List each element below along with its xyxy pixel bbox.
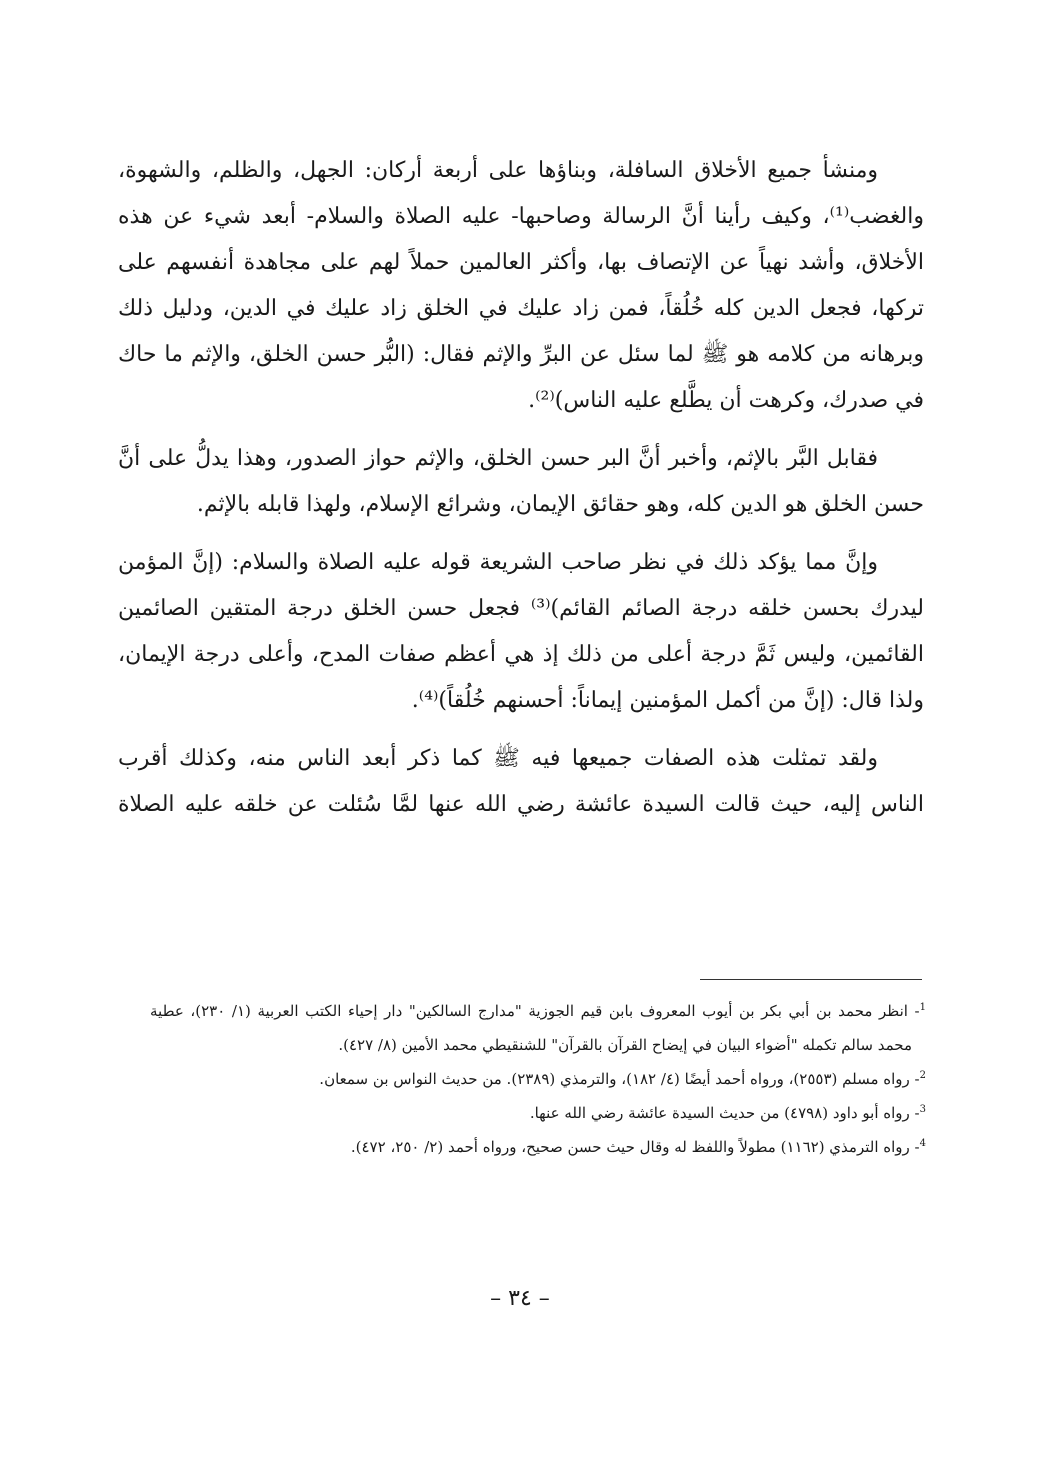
paragraph-1: ومنشأ جميع الأخلاق السافلة، وبناؤها على أربعة أركان: الجهل، والظلم، والشهوة، والغضب⁽¹⁾، وكيف رأينا أنَّ الرسالة وصاحبها- عليه الصلاة والسلام- أبعد شيء عن هذه الأخلاق، وأشد نهياً عن الإتصاف بها، وأكثر العالمين حملاً لهم على مجاهدة أنفسهم على تركها، فجعل الدين كله خُلُقاً، فمن زاد عليك في الخلق زاد عليك في الدين، ودليل ذلك وبرهانه من كلامه هو ﷺ لما سئل عن البرِّ والإثم فقال: (البُّر حسن الخلق، والإثم ما حاك في صدرك، وكرهت أن يطَّلع عليه الناس)⁽²⁾. xyxy=(118,158,924,413)
page-number: – ٣٤ – xyxy=(490,1286,550,1311)
footnote-3 xyxy=(150,1096,926,1130)
footnotes xyxy=(150,994,926,1164)
paragraph-2: فقابل البَّر بالإثم، وأخبر أنَّ البر حسن الخلق، والإثم حواز الصدور، وهذا يدلُّ على أنَّ حسن الخلق هو الدين كله، وهو حقائق الإيمان، وشرائع الإسلام، ولهذا قابله بالإثم. xyxy=(118,446,924,517)
footnote-number: 2 xyxy=(919,1070,926,1081)
footnote-number: 3 xyxy=(919,1104,926,1115)
footnote-text: - رواه مسلم (٢٥٥٣)، ورواه أحمد أيضًا (٤/ ١٨٢)، والترمذي (٢٣٨٩). من حديث النواس بن سمعان. xyxy=(319,1070,920,1088)
paragraph-4: ولقد تمثلت هذه الصفات جميعها فيه ﷺ كما ذكر أبعد الناس منه، وكذلك أقرب الناس إليه، حيث قالت السيدة عائشة رضي الله عنها لمَّا سُئلت عن خلقه عليه الصلاة xyxy=(118,746,924,817)
footnote-separator xyxy=(700,979,922,980)
footnote-2 xyxy=(150,1062,926,1096)
footnote-text: - رواه أبو داود (٤٧٩٨) من حديث السيدة عائشة رضي الله عنها. xyxy=(529,1104,920,1122)
footnote-text: - انظر محمد بن أبي بكر بن أيوب المعروف بابن قيم الجوزية "مدارج السالكين" دار إحياء الكتب العربية (١/ ٢٣٠)، عطية محمد سالم تكمله "أضواء البيان في إيضاح القرآن بالقرآن" للشنقيطي محمد الأمين (٨/ ٤٢٧). xyxy=(150,1002,920,1054)
footnote-number: 4 xyxy=(919,1138,926,1149)
footnote-1 xyxy=(150,994,926,1062)
footnote-number: 1 xyxy=(919,1002,926,1013)
footnote-4 xyxy=(150,1130,926,1164)
paragraph-3: وإنَّ مما يؤكد ذلك في نظر صاحب الشريعة قوله عليه الصلاة والسلام: (إنَّ المؤمن ليدرك بحسن خلقه درجة الصائم القائم)⁽³⁾ فجعل حسن الخلق درجة المتقين الصائمين القائمين، وليس ثَمَّ درجة أعلى من ذلك إذ هي أعظم صفات المدح، وأعلى درجة الإيمان، ولذا قال: (إنَّ من أكمل المؤمنين إيماناً: أحسنهم خُلُقاً)⁽⁴⁾. xyxy=(118,550,924,713)
footnote-text: - رواه الترمذي (١١٦٢) مطولاً واللفظ له وقال حيث حسن صحيح، ورواه أحمد (٢/ ٢٥٠، ٤٧٢). xyxy=(350,1138,920,1156)
main-text xyxy=(118,148,924,840)
